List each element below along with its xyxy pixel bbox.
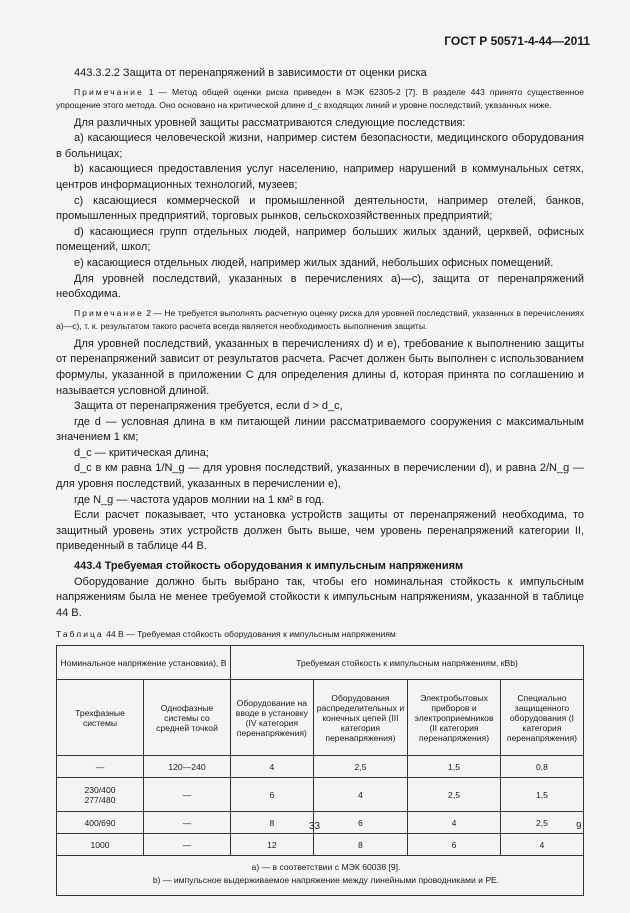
table-row: 400/690 — 8 6 4 2,5 xyxy=(57,812,584,834)
note-2: Примечание 2 — Не требуется выполнять расчетную оценку риска для уровней последствий, указанных в перечислениях a)—c), т. к. результатом такого расчета всегда является необходимость выполнения защиты. xyxy=(56,307,585,331)
document-header: ГОСТ Р 50571-4-44—2011 xyxy=(444,34,590,48)
footnote-a: а) — в соответствии с МЭК 60038 [9]. xyxy=(251,862,401,873)
table-row: — 120—240 4 2,5 1,5 0,8 xyxy=(57,756,584,778)
page-number-right: 9 xyxy=(576,821,582,832)
paragraph-if: Если расчет показывает, что установка устройств защиты от перенапряжений необходима, то защитный уровень этих устройств должен быть выше, чем уровень перенапряжений категории II, приведенный в таблице 44 В. xyxy=(56,509,584,553)
section-443-4: 443.4 Требуемая стойкость оборудования к импульсным напряжениям xyxy=(74,560,464,573)
list-item-e: e) касающиеся отдельных людей, например жилых зданий, небольших офисных помещений. xyxy=(74,256,554,269)
paragraph-equipment: Оборудование должно быть выбрано так, чтобы его номинальная стойкость к импульсным напряжениям была не менее требуемой стойкости к импульсным напряжениям, указанной в таблице 44 В. xyxy=(56,575,584,619)
paragraph-de: Для уровней последствий, указанных в перечислениях d) и e), требование к выполнению защиты от перенапряжений зависит от результатов расчета. Расчет должен быть выполнен с использованием формулы, указанной в приложении С для определения длины d, которая принята по соглашению и называется условной длиной. xyxy=(56,337,584,397)
paragraph-dc: d_c — критическая длина; xyxy=(74,446,209,459)
paragraph-ng: где N_g — частота ударов молнии на 1 км² в год. xyxy=(74,493,325,506)
table-row: 1000 — 12 8 6 4 xyxy=(57,834,584,856)
page-number-center: 33 xyxy=(309,821,321,832)
paragraph-required: Для уровней последствий, указанных в перечислениях a)—c), защита от перенапряжений необходима. xyxy=(56,272,584,301)
list-item-b: b) касающиеся предоставления услуг населению, например нарушений в коммунальных сетях, центров информационных технологий, музеев; xyxy=(56,163,584,191)
table-caption: Таблица 44 В — Требуемая стойкость оборудования к импульсным напряжениям xyxy=(56,629,396,640)
list-item-c: c) касающиеся коммерческой и промышленной деятельности, например отелей, банков, промышленных предприятий, торговых рынков, сельскохозяйственных предприятий; xyxy=(56,194,584,223)
footnote-b: b) — импульсное выдерживаемое напряжение между линейными проводниками и РЕ. xyxy=(152,875,500,886)
header-category-i: Специально защищенного оборудования (I категория перенапряжения) xyxy=(500,680,583,756)
list-item-d: d) касающиеся групп отдельных людей, например больших жилых зданий, церквей, офисных помещений, школ; xyxy=(56,225,584,254)
header-three-phase: Трехфазные системы xyxy=(57,680,144,756)
header-category-ii: Электробытовых приборов и электроприемников (II категория перенапряжения) xyxy=(408,680,501,756)
header-category-iv: Оборудование на вводе в установку (IV категория перенапряжения) xyxy=(231,680,314,756)
page-content xyxy=(56,66,584,896)
paragraph-condition: Защита от перенапряжения требуется, если d > d_c, xyxy=(74,400,343,413)
paragraph-where-d: где d — условная длина в км питающей линии рассматриваемого сооружения с максимальным значением 1 км; xyxy=(56,415,584,444)
note-1: Примечание 1 — Метод общей оценки риска приведен в МЭК 62305-2 [7]. В разделе 443 принято существенное упрощение этого метода. Оно основано на критической длине d_c входящих линий и уровне последствий, указанных ниже. xyxy=(56,86,584,110)
paragraph-dc-value: d_c в км равна 1/N_g — для уровня последствий, указанных в перечислении d), и равна 2/N_g — для уровня последствий, указанных в перечислении e), xyxy=(56,462,584,491)
table-44b xyxy=(56,645,584,896)
header-category-iii: Оборудования распределительных и конечных цепей (III категория перенапряжения) xyxy=(313,680,407,756)
table-footnotes xyxy=(57,856,584,896)
header-nominal-voltage: Номинальное напряжение установкиа), В xyxy=(57,646,231,680)
header-required-withstand: Требуемая стойкость к импульсным напряжениям, кВb) xyxy=(231,646,584,680)
table-row: 230/400 277/480 — 6 4 2,5 1,5 xyxy=(57,778,584,812)
list-item-a: а) касающиеся человеческой жизни, например систем безопасности, медицинского оборудования в больницах; xyxy=(56,132,584,160)
paragraph-levels: Для различных уровней защиты рассматриваются следующие последствия: xyxy=(74,116,466,129)
header-single-phase: Однофазные системы со средней точкой xyxy=(144,680,231,756)
section-443-3-2-2: 443.3.2.2 Защита от перенапряжений в зависимости от оценки риска xyxy=(74,67,427,79)
